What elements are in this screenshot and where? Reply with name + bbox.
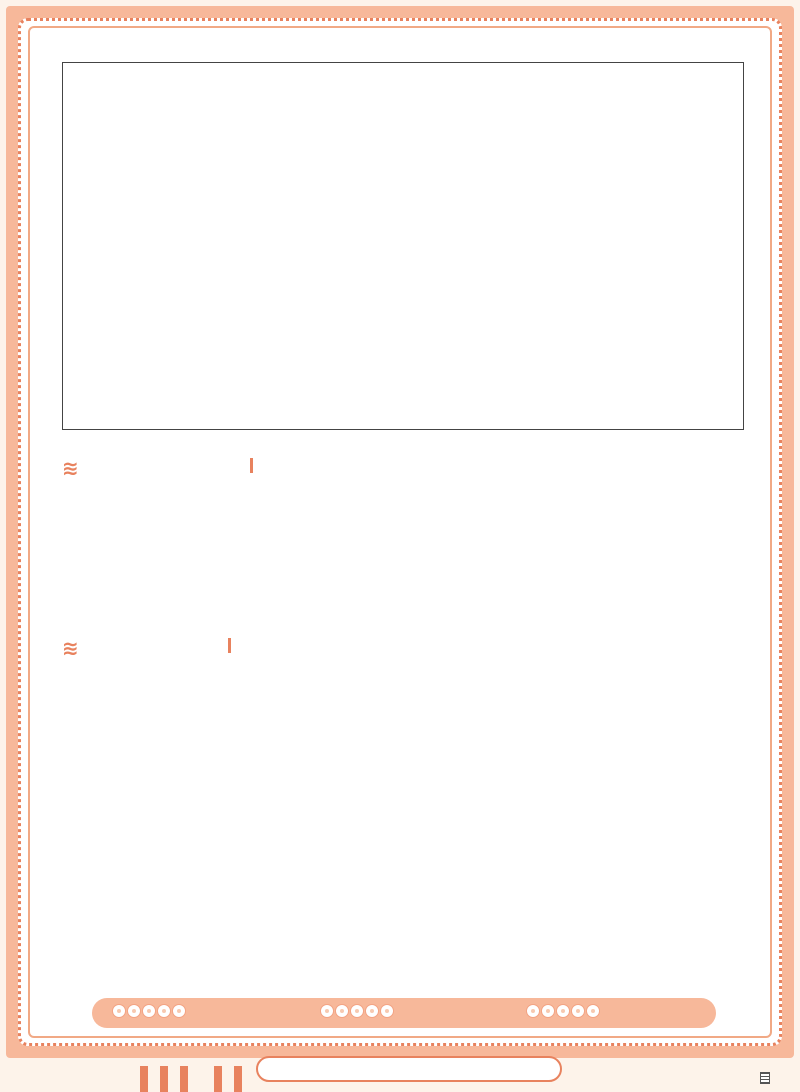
words-section-header xyxy=(62,632,742,660)
section-divider xyxy=(250,458,253,473)
footer-stripe xyxy=(140,1066,148,1092)
footer-stripe xyxy=(214,1066,222,1092)
character-practice-table xyxy=(62,62,744,430)
wave-icon: ≋ xyxy=(62,636,79,660)
eval-neat xyxy=(318,1004,395,1022)
rating-flowers[interactable] xyxy=(112,1004,187,1022)
wave-icon: ≋ xyxy=(62,456,79,480)
footer-stripe xyxy=(234,1066,242,1092)
rating-flowers[interactable] xyxy=(320,1004,395,1022)
section-divider xyxy=(228,638,231,653)
eval-correct xyxy=(110,1004,187,1022)
footer-stripe xyxy=(160,1066,168,1092)
footer-stripe xyxy=(180,1066,188,1092)
rating-flowers[interactable] xyxy=(526,1004,601,1022)
barcode-icon xyxy=(760,1072,770,1084)
book-info-pill xyxy=(256,1056,562,1082)
similar-section-header xyxy=(62,452,742,480)
eval-clean xyxy=(524,1004,601,1022)
book-info xyxy=(258,1058,560,1080)
evaluation-bar xyxy=(92,998,716,1028)
